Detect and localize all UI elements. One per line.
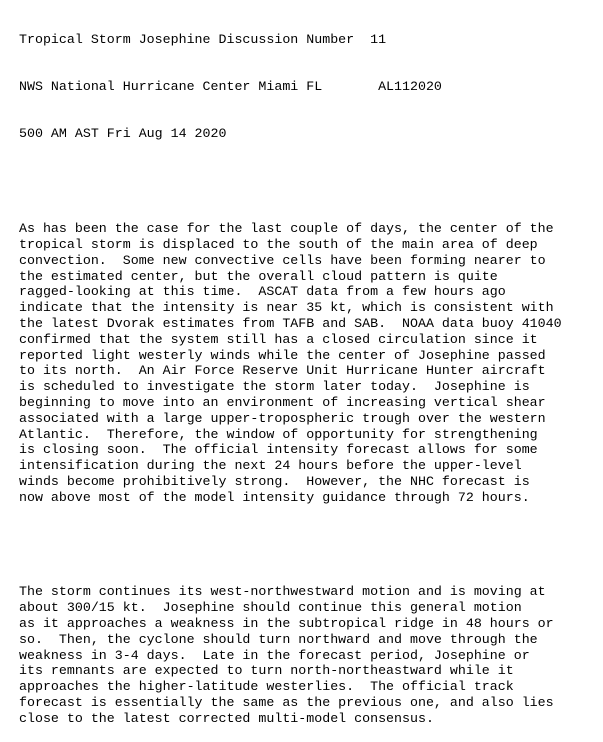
issuing-office: NWS National Hurricane Center Miami FL AL112020 bbox=[19, 78, 442, 94]
intensity-paragraph bbox=[19, 221, 603, 505]
paragraph-line: reported light westerly winds while the center of Josephine passed bbox=[19, 347, 546, 363]
paragraph-line: tropical storm is displaced to the south of the main area of deep bbox=[19, 236, 538, 252]
paragraph-line: close to the latest corrected multi-model consensus. bbox=[19, 710, 434, 726]
discussion-title: Tropical Storm Josephine Discussion Number 11 bbox=[19, 31, 387, 47]
paragraph-line: intensification during the next 24 hours before the upper-level bbox=[19, 458, 522, 474]
paragraph-line: forecast is essentially the same as the previous one, and also lies bbox=[19, 695, 554, 711]
paragraph-line: to its north. An Air Force Reserve Unit Hurricane Hunter aircraft bbox=[19, 363, 546, 379]
paragraph-line: associated with a large upper-tropospheric trough over the western bbox=[19, 410, 546, 426]
paragraph-line: convection. Some new convective cells have been forming nearer to bbox=[19, 252, 546, 268]
paragraph-line: the latest Dvorak estimates from TAFB and SAB. NOAA data buoy 41040 bbox=[19, 315, 562, 331]
forecast-discussion-document bbox=[19, 0, 603, 742]
paragraph-line: indicate that the intensity is near 35 kt, which is consistent with bbox=[19, 300, 554, 316]
paragraph-line: is scheduled to investigate the storm later today. Josephine is bbox=[19, 379, 530, 395]
paragraph-line: about 300/15 kt. Josephine should continue this general motion bbox=[19, 600, 522, 616]
paragraph-line: weakness in 3-4 days. Late in the forecast period, Josephine or bbox=[19, 647, 530, 663]
paragraph-line: the estimated center, but the overall cloud pattern is quite bbox=[19, 268, 498, 284]
paragraph-line: as it approaches a weakness in the subtropical ridge in 48 hours or bbox=[19, 616, 554, 632]
paragraph-line: winds become prohibitively strong. However, the NHC forecast is bbox=[19, 473, 530, 489]
paragraph-line: approaches the higher-latitude westerlies. The official track bbox=[19, 679, 514, 695]
spacer bbox=[19, 174, 603, 190]
paragraph-line: its remnants are expected to turn north-northeastward while it bbox=[19, 663, 514, 679]
paragraph-line: now above most of the model intensity guidance through 72 hours. bbox=[19, 489, 530, 505]
paragraph-line: beginning to move into an environment of increasing vertical shear bbox=[19, 394, 546, 410]
paragraph-line: As has been the case for the last couple of days, the center of the bbox=[19, 221, 554, 237]
paragraph-line: so. Then, the cyclone should turn northward and move through the bbox=[19, 631, 538, 647]
paragraph-line: is closing soon. The official intensity forecast allows for some bbox=[19, 442, 538, 458]
paragraph-line: Atlantic. Therefore, the window of opportunity for strengthening bbox=[19, 426, 538, 442]
paragraph-line: The storm continues its west-northwestward motion and is moving at bbox=[19, 584, 546, 600]
track-paragraph bbox=[19, 584, 603, 726]
paragraph-line: confirmed that the system still has a closed circulation since it bbox=[19, 331, 538, 347]
issue-time: 500 AM AST Fri Aug 14 2020 bbox=[19, 126, 227, 142]
spacer bbox=[19, 537, 603, 553]
paragraph-line: ragged-looking at this time. ASCAT data from a few hours ago bbox=[19, 284, 506, 300]
